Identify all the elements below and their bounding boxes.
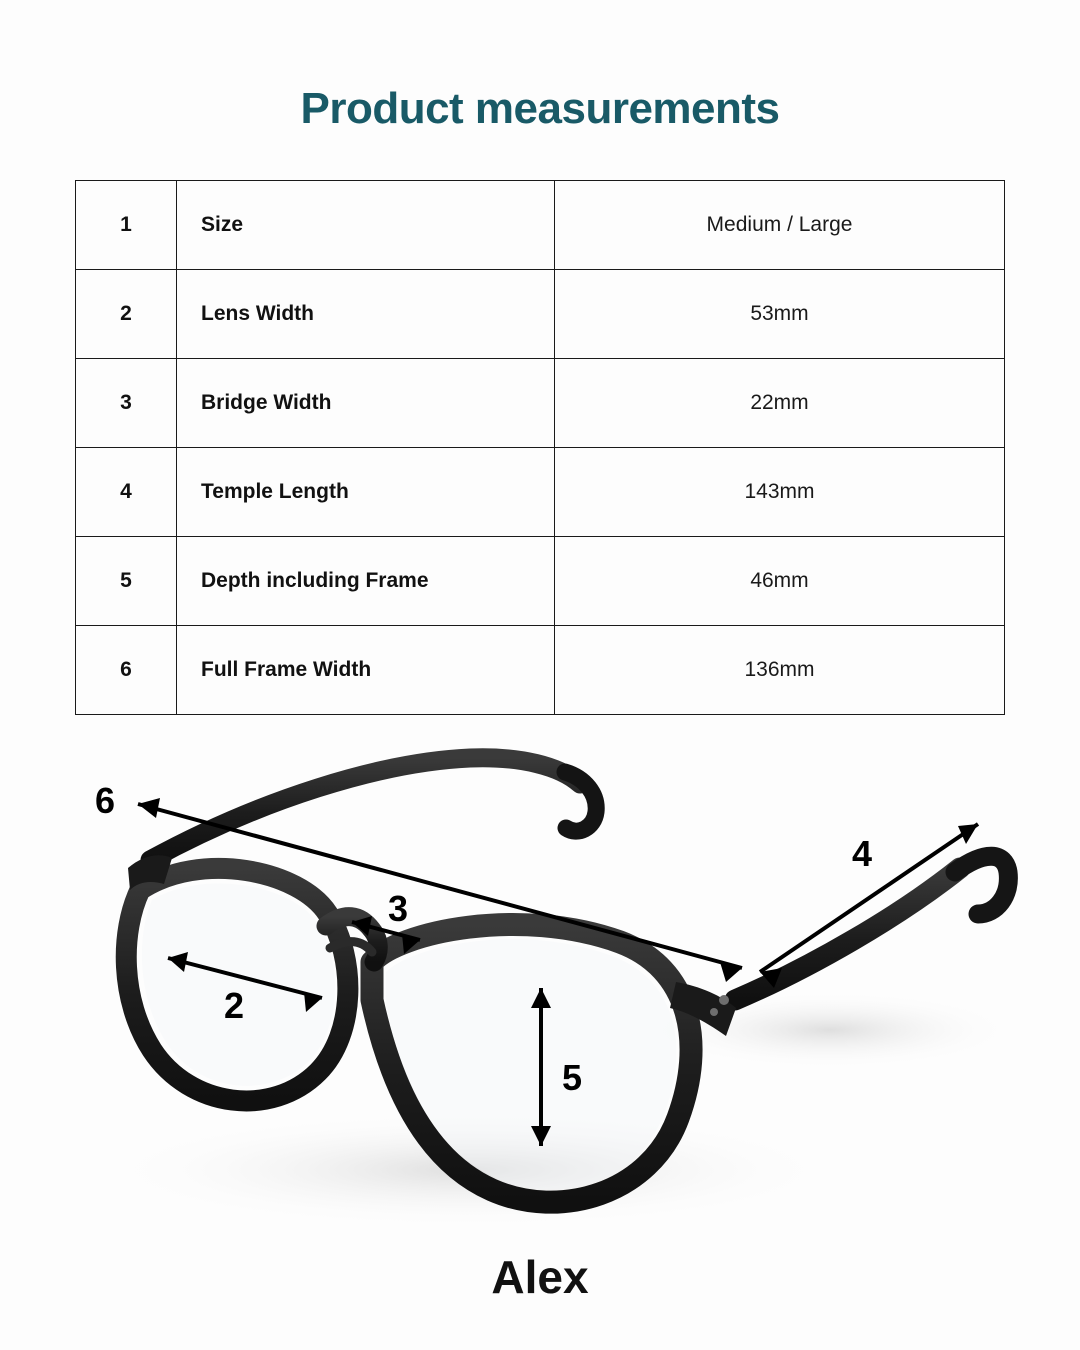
measurements-table (75, 180, 1005, 715)
page-title: Product measurements (300, 84, 780, 133)
row-number: 5 (76, 537, 177, 626)
row-value: 46mm (555, 537, 1005, 626)
glasses-illustration (0, 700, 1080, 1260)
callout-label-2: 2 (224, 985, 245, 1026)
hinge-screw-icon (719, 995, 729, 1005)
hinge-screw-icon (710, 1008, 718, 1016)
row-label: Temple Length (177, 448, 555, 537)
far-temple-arm (150, 758, 580, 860)
callout-label-3: 3 (388, 888, 409, 929)
table-row (76, 270, 1005, 359)
callout-label-4: 4 (852, 833, 873, 874)
table-row (76, 359, 1005, 448)
row-value: Medium / Large (555, 181, 1005, 270)
table-row (76, 448, 1005, 537)
table-row (76, 537, 1005, 626)
row-label: Lens Width (177, 270, 555, 359)
row-label: Full Frame Width (177, 626, 555, 715)
row-value: 143mm (555, 448, 1005, 537)
eyeglasses-diagram (0, 700, 1080, 1260)
row-value: 136mm (555, 626, 1005, 715)
row-number: 2 (76, 270, 177, 359)
row-label: Size (177, 181, 555, 270)
callout-label-6: 6 (95, 780, 116, 821)
callout-label-5: 5 (562, 1057, 583, 1098)
far-temple-tip (565, 772, 596, 831)
table-row (76, 181, 1005, 270)
model-name: Alex (491, 1251, 589, 1303)
row-number: 4 (76, 448, 177, 537)
row-value: 53mm (555, 270, 1005, 359)
row-label: Depth including Frame (177, 537, 555, 626)
row-label: Bridge Width (177, 359, 555, 448)
row-number: 3 (76, 359, 177, 448)
near-temple-tip (955, 856, 1008, 914)
row-value: 22mm (555, 359, 1005, 448)
row-number: 1 (76, 181, 177, 270)
row-number: 6 (76, 626, 177, 715)
